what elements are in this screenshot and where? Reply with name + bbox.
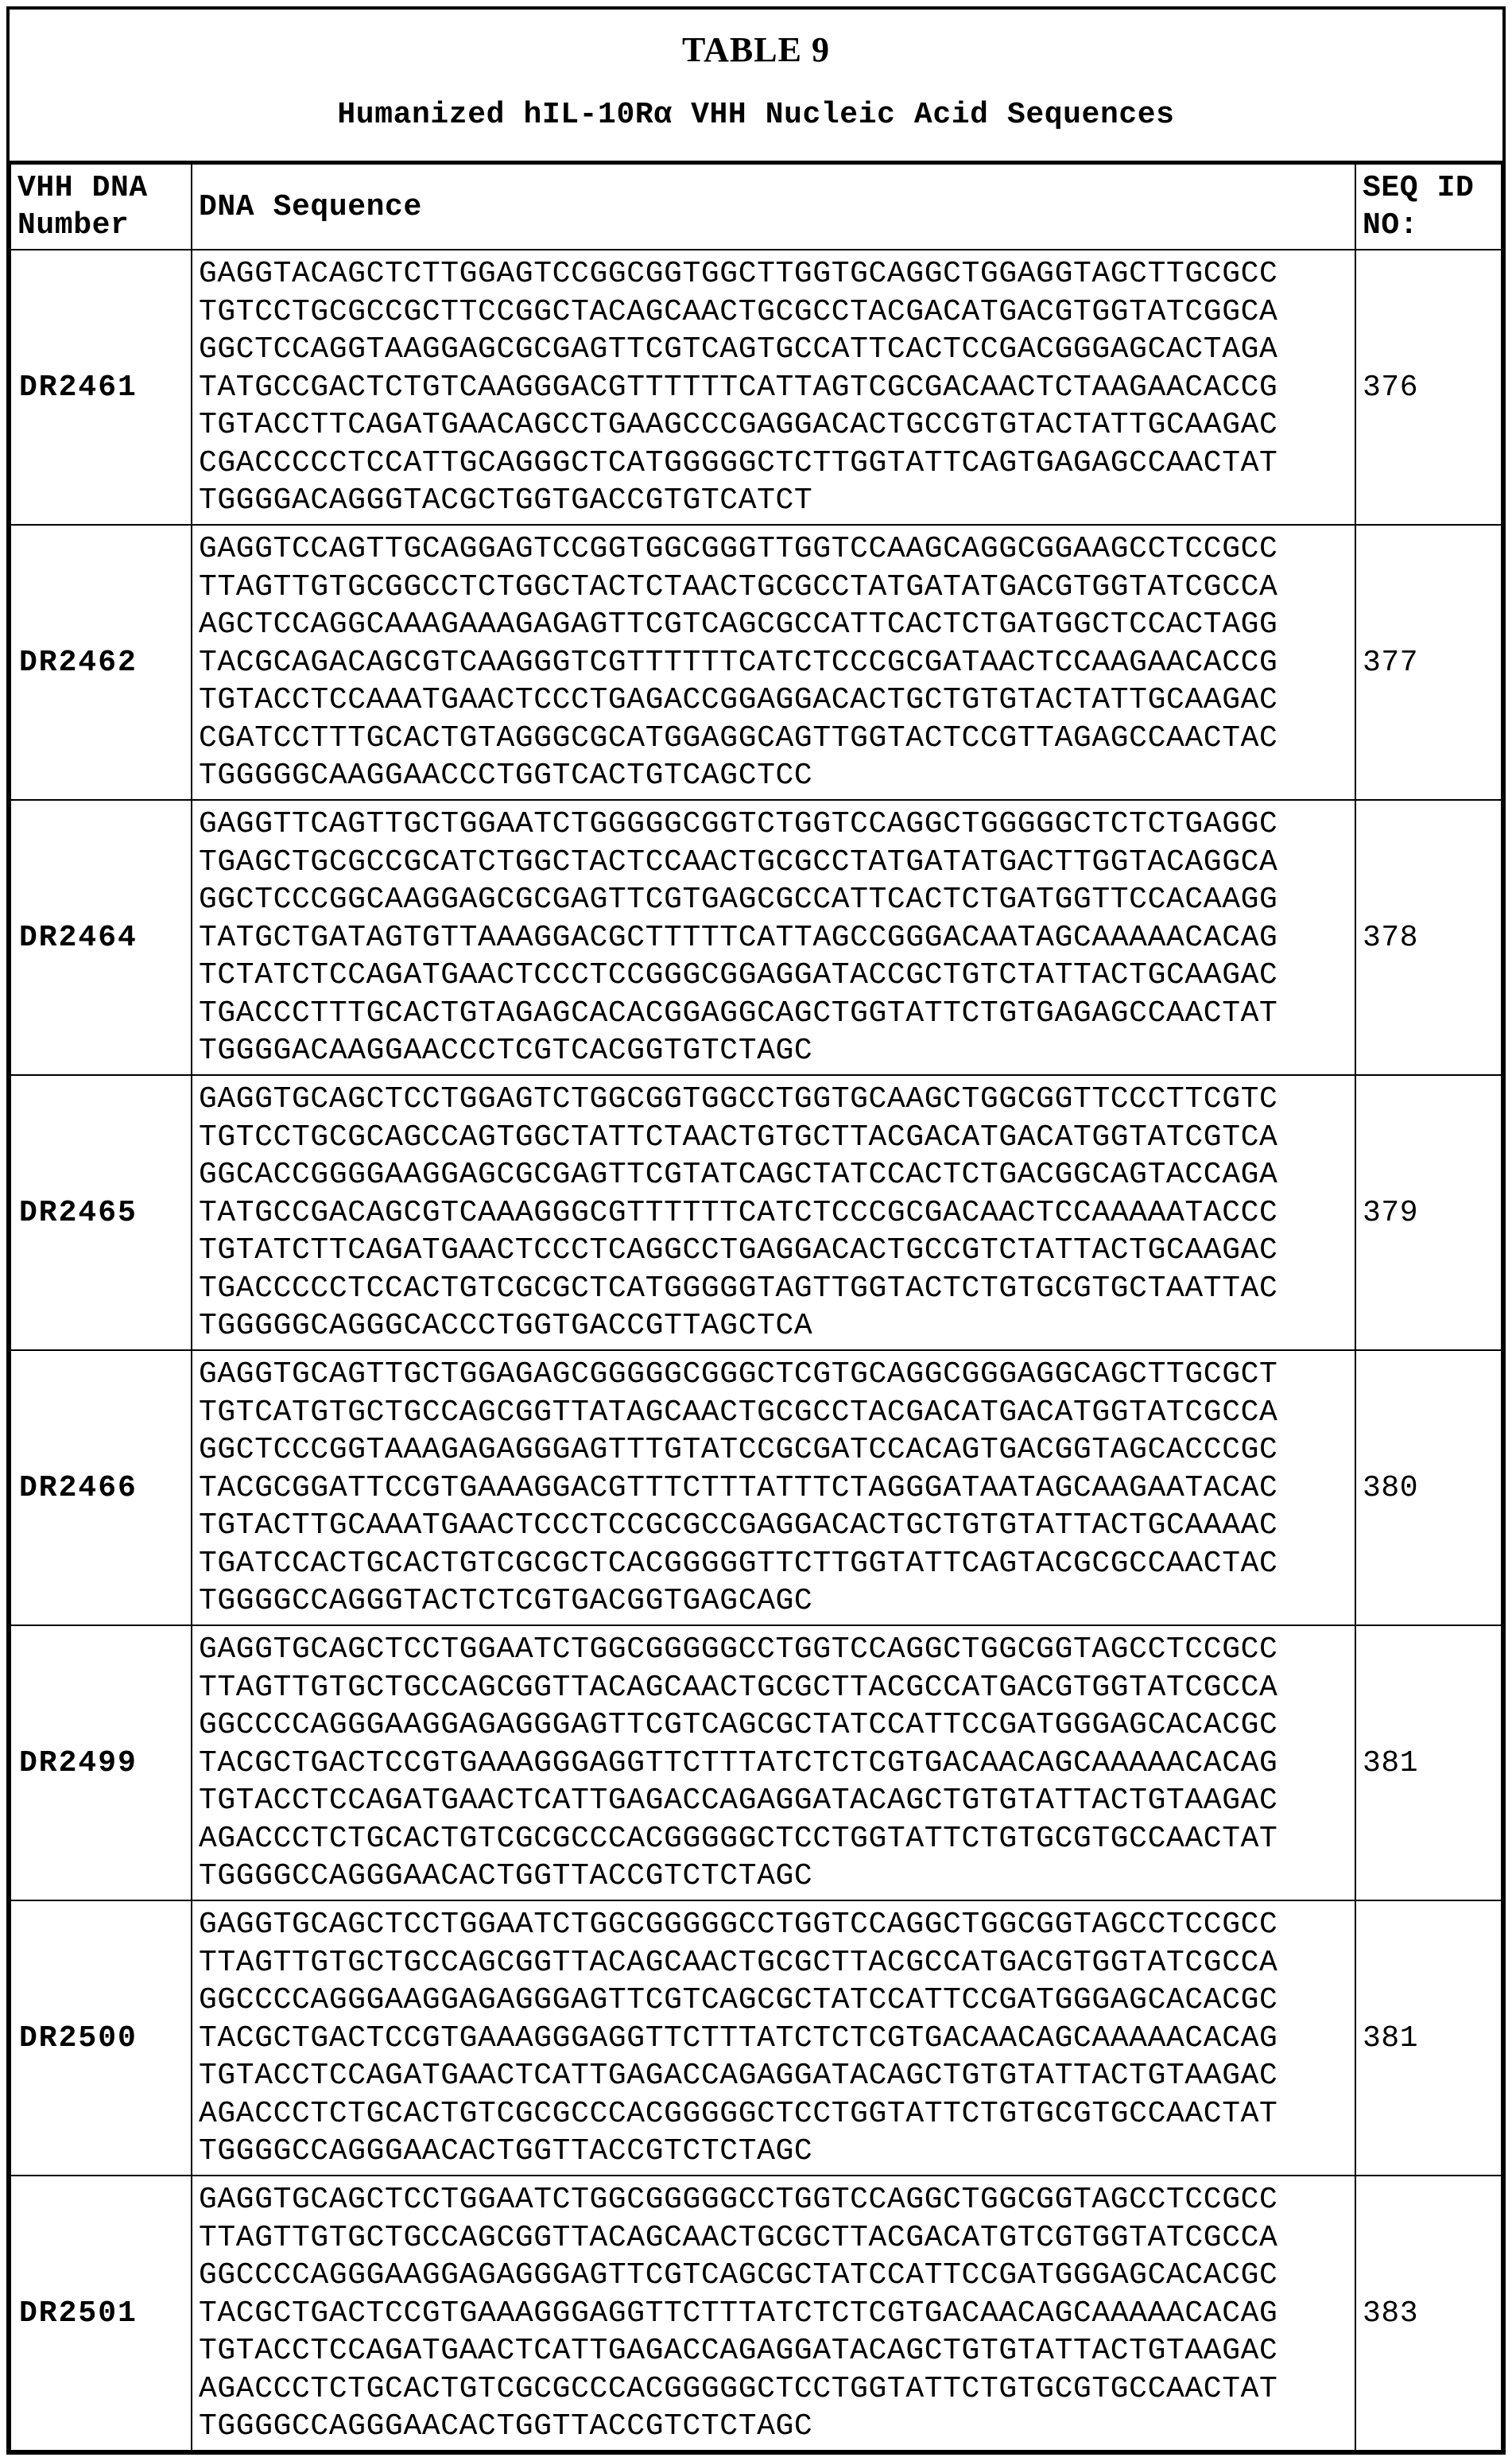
sequence-line: GGCCCCAGGGAAGGAGAGGGAGTTCGTCAGCGCTATCCATTCCGATGGGAGCACACGC	[199, 1708, 1278, 1742]
table-row	[10, 2176, 1502, 2451]
sequence-line: GAGGTACAGCTCTTGGAGTCCGGCGGTGGCTTGGTGCAGGCTGGAGGTAGCTTGCGCC	[199, 257, 1278, 291]
sequence-line: TACGCTGACTCCGTGAAAGGGAGGTTCTTTATCTCTCGTGACAACAGCAAAAACACAG	[199, 1745, 1278, 1780]
seq-id-no: 381	[1355, 1625, 1502, 1900]
vhh-dna-number: DR2461	[10, 250, 192, 525]
vhh-dna-number: DR2462	[10, 525, 192, 800]
sequence-line: CGACCCCCTCCATTGCAGGGCTCATGGGGGCTCTTGGTATTCAGTGAGAGCCAACTAT	[199, 445, 1278, 480]
sequence-line: TACGCTGACTCCGTGAAAGGGAGGTTCTTTATCTCTCGTGACAACAGCAAAAACACAG	[199, 2020, 1278, 2055]
sequence-line: TGGGGCCAGGGAACACTGGTTACCGTCTCTAGC	[199, 1859, 813, 1893]
table-row	[10, 1900, 1502, 2176]
sequence-line: TGGGGGCAAGGAACCCTGGTCACTGTCAGCTCC	[199, 759, 813, 793]
sequence-line: AGCTCCAGGCAAAGAAAGAGAGTTCGTCAGCGCCATTCACTCTGATGGCTCCACTAGG	[199, 607, 1278, 642]
dna-sequence-cell	[192, 1075, 1355, 1350]
sequence-line: GGCTCCCGGTAAAGAGAGGGAGTTTGTATCCGCGATCCACAGTGACGGTAGCACCCGC	[199, 1433, 1278, 1467]
table-frame	[6, 6, 1506, 2455]
sequence-line: TGAGCTGCGCCGCATCTGGCTACTCCAACTGCGCCTATGATATGACTTGGTACAGGCA	[199, 844, 1278, 879]
sequence-line: TATGCCGACTCTGTCAAGGGACGTTTTTTCATTAGTCGCGACAACTCTAAGAACACCG	[199, 370, 1278, 405]
sequence-line: AGACCCTCTGCACTGTCGCGCCCACGGGGGCTCCTGGTATTCTGTGCGTGCCAACTAT	[199, 1821, 1278, 1856]
vhh-dna-number: DR2501	[10, 2176, 192, 2451]
sequence-line: GGCACCGGGGAAGGAGCGCGAGTTCGTATCAGCTATCCACTCTGACGGCAGTACCAGA	[199, 1158, 1278, 1192]
sequence-line: GAGGTCCAGTTGCAGGAGTCCGGTGGCGGGTTGGTCCAAGCAGGCGGAAGCCTCCGCC	[199, 532, 1278, 566]
seq-id-no: 383	[1355, 2176, 1502, 2451]
column-header-seq-id-no	[1355, 164, 1502, 250]
table-row	[10, 250, 1502, 525]
table-number-title: TABLE 9	[682, 30, 830, 69]
sequence-line: TTAGTTGTGCTGCCAGCGGTTACAGCAACTGCGCTTACGACATGTCGTGGTATCGCCA	[199, 2220, 1278, 2255]
dna-sequence-cell	[192, 800, 1355, 1075]
sequence-line: TGTCCTGCGCCGCTTCCGGCTACAGCAACTGCGCCTACGACATGACGTGGTATCGGCA	[199, 294, 1278, 329]
dna-sequence-cell	[192, 1350, 1355, 1625]
column-header-vhh-dna-number	[10, 164, 192, 250]
sequence-line: TGTACCTCCAGATGAACTCATTGAGACCAGAGGATACAGCTGTGTATTACTGTAAGAC	[199, 2059, 1278, 2093]
sequence-line: TACGCAGACAGCGTCAAGGGTCGTTTTTTCATCTCCCGCGATAACTCCAAGAACACCG	[199, 645, 1278, 680]
table-row	[10, 1350, 1502, 1625]
dna-sequence-cell	[192, 250, 1355, 525]
sequence-line: TGTACCTCCAAATGAACTCCCTGAGACCGGAGGACACTGCTGTGTACTATTGCAAGAC	[199, 683, 1278, 717]
vhh-dna-number: DR2500	[10, 1900, 192, 2176]
sequence-line: GAGGTGCAGTTGCTGGAGAGCGGGGGCGGGCTCGTGCAGGCGGGAGGCAGCTTGCGCT	[199, 1357, 1278, 1392]
sequence-line: GGCCCCAGGGAAGGAGAGGGAGTTCGTCAGCGCTATCCATTCCGATGGGAGCACACGC	[199, 2258, 1278, 2292]
header-line: NO:	[1363, 208, 1419, 243]
vhh-dna-number: DR2464	[10, 800, 192, 1075]
sequence-line: TTAGTTGTGCTGCCAGCGGTTACAGCAACTGCGCTTACGCCATGACGTGGTATCGCCA	[199, 1945, 1278, 1980]
sequence-line: TGTACCTTCAGATGAACAGCCTGAAGCCCGAGGACACTGCCGTGTACTATTGCAAGAC	[199, 408, 1278, 442]
sequence-line: GAGGTGCAGCTCCTGGAATCTGGCGGGGGCCTGGTCCAGGCTGGCGGTAGCCTCCGCC	[199, 1908, 1278, 1942]
seq-id-no: 377	[1355, 525, 1502, 800]
dna-sequence-cell	[192, 1900, 1355, 2176]
seq-id-no: 379	[1355, 1075, 1502, 1350]
sequence-line: GAGGTGCAGCTCCTGGAGTCTGGCGGTGGCCTGGTGCAAGCTGGCGGTTCCCTTCGTC	[199, 1082, 1278, 1116]
table-title-block	[10, 10, 1502, 163]
sequence-line: TGGGGGCAGGGCACCCTGGTGACCGTTAGCTCA	[199, 1309, 813, 1343]
sequence-line: GAGGTGCAGCTCCTGGAATCTGGCGGGGGCCTGGTCCAGGCTGGCGGTAGCCTCCGCC	[199, 2183, 1278, 2217]
sequence-line: TGGGGACAGGGTACGCTGGTGACCGTGTCATCT	[199, 483, 813, 518]
header-line: SEQ ID	[1363, 171, 1475, 205]
sequence-line: TGGGGCCAGGGAACACTGGTTACCGTCTCTAGC	[199, 2409, 813, 2444]
sequence-table	[10, 163, 1502, 2451]
sequence-line: GAGGTGCAGCTCCTGGAATCTGGCGGGGGCCTGGTCCAGGCTGGCGGTAGCCTCCGCC	[199, 1632, 1278, 1667]
sequence-line: GGCCCCAGGGAAGGAGAGGGAGTTCGTCAGCGCTATCCATTCCGATGGGAGCACACGC	[199, 1983, 1278, 2017]
table-row	[10, 1075, 1502, 1350]
sequence-line: AGACCCTCTGCACTGTCGCGCCCACGGGGGCTCCTGGTATTCTGTGCGTGCCAACTAT	[199, 2096, 1278, 2131]
seq-id-no: 376	[1355, 250, 1502, 525]
sequence-line: CGATCCTTTGCACTGTAGGGCGCATGGAGGCAGTTGGTACTCCGTTAGAGCCAACTAC	[199, 720, 1278, 755]
dna-sequence-cell	[192, 525, 1355, 800]
sequence-line: TATGCCGACAGCGTCAAAGGGCGTTTTTTCATCTCCCGCGACAACTCCAAAAATACCC	[199, 1195, 1278, 1230]
sequence-line: TGGGGCCAGGGAACACTGGTTACCGTCTCTAGC	[199, 2134, 813, 2168]
table-row	[10, 525, 1502, 800]
sequence-line: GGCTCCAGGTAAGGAGCGCGAGTTCGTCAGTGCCATTCACTCCGACGGGAGCACTAGA	[199, 332, 1278, 367]
sequence-line: TATGCTGATAGTGTTAAAGGACGCTTTTTCATTAGCCGGGACAATAGCAAAAACACAG	[199, 920, 1278, 955]
sequence-line: TGACCCTTTGCACTGTAGAGCACACGGAGGCAGCTGGTATTCTGTGAGAGCCAACTAT	[199, 996, 1278, 1031]
dna-sequence-cell	[192, 2176, 1355, 2451]
header-line: Number	[17, 208, 130, 243]
table-subtitle: Humanized hIL-10Rα VHH Nucleic Acid Sequences	[337, 98, 1175, 132]
seq-id-no: 381	[1355, 1900, 1502, 2176]
sequence-line: TACGCTGACTCCGTGAAAGGGAGGTTCTTTATCTCTCGTGACAACAGCAAAAACACAG	[199, 2296, 1278, 2331]
seq-id-no: 378	[1355, 800, 1502, 1075]
sequence-line: TACGCGGATTCCGTGAAAGGACGTTTCTTTATTTCTAGGGATAATAGCAAGAATACAC	[199, 1470, 1278, 1505]
sequence-line: AGACCCTCTGCACTGTCGCGCCCACGGGGGCTCCTGGTATTCTGTGCGTGCCAACTAT	[199, 2371, 1278, 2406]
sequence-line: TGTATCTTCAGATGAACTCCCTCAGGCCTGAGGACACTGCCGTCTATTACTGCAAGAC	[199, 1233, 1278, 1267]
sequence-line: TGGGGACAAGGAACCCTCGTCACGGTGTCTAGC	[199, 1034, 813, 1068]
sequence-line: GGCTCCCGGCAAGGAGCGCGAGTTCGTGAGCGCCATTCACTCTGATGGTTCCACAAGG	[199, 883, 1278, 917]
vhh-dna-number: DR2466	[10, 1350, 192, 1625]
sequence-line: TGTACCTCCAGATGAACTCATTGAGACCAGAGGATACAGCTGTGTATTACTGTAAGAC	[199, 2334, 1278, 2368]
header-line: DNA Sequence	[199, 189, 422, 224]
sequence-line: TGTCATGTGCTGCCAGCGGTTATAGCAACTGCGCCTACGACATGACATGGTATCGCCA	[199, 1395, 1278, 1430]
header-row	[10, 164, 1502, 250]
table-row	[10, 1625, 1502, 1900]
header-line: VHH DNA	[17, 171, 148, 205]
sequence-line: TGTACTTGCAAATGAACTCCCTCCGCGCCGAGGACACTGCTGTGTATTACTGCAAAAC	[199, 1508, 1278, 1543]
seq-id-no: 380	[1355, 1350, 1502, 1625]
sequence-line: TGATCCACTGCACTGTCGCGCTCACGGGGGTTCTTGGTATTCAGTACGCGCCAACTAC	[199, 1546, 1278, 1581]
sequence-line: TTAGTTGTGCTGCCAGCGGTTACAGCAACTGCGCTTACGCCATGACGTGGTATCGCCA	[199, 1670, 1278, 1705]
table-row	[10, 800, 1502, 1075]
sequence-line: TGACCCCCTCCACTGTCGCGCTCATGGGGGTAGTTGGTACTCTGTGCGTGCTAATTAC	[199, 1271, 1278, 1306]
sequence-line: TGGGGCCAGGGTACTCTCGTGACGGTGAGCAGC	[199, 1584, 813, 1618]
column-header-dna-sequence	[192, 164, 1355, 250]
sequence-line: TGTACCTCCAGATGAACTCATTGAGACCAGAGGATACAGCTGTGTATTACTGTAAGAC	[199, 1784, 1278, 1818]
sequence-line: GAGGTTCAGTTGCTGGAATCTGGGGGCGGTCTGGTCCAGGCTGGGGGCTCTCTGAGGC	[199, 807, 1278, 841]
sequence-line: TTAGTTGTGCGGCCTCTGGCTACTCTAACTGCGCCTATGATATGACGTGGTATCGCCA	[199, 569, 1278, 604]
sequence-line: TGTCCTGCGCAGCCAGTGGCTATTCTAACTGTGCTTACGACATGACATGGTATCGTCA	[199, 1120, 1278, 1155]
vhh-dna-number: DR2499	[10, 1625, 192, 1900]
vhh-dna-number: DR2465	[10, 1075, 192, 1350]
sequence-line: TCTATCTCCAGATGAACTCCCTCCGGGCGGAGGATACCGCTGTCTATTACTGCAAGAC	[199, 958, 1278, 992]
dna-sequence-cell	[192, 1625, 1355, 1900]
